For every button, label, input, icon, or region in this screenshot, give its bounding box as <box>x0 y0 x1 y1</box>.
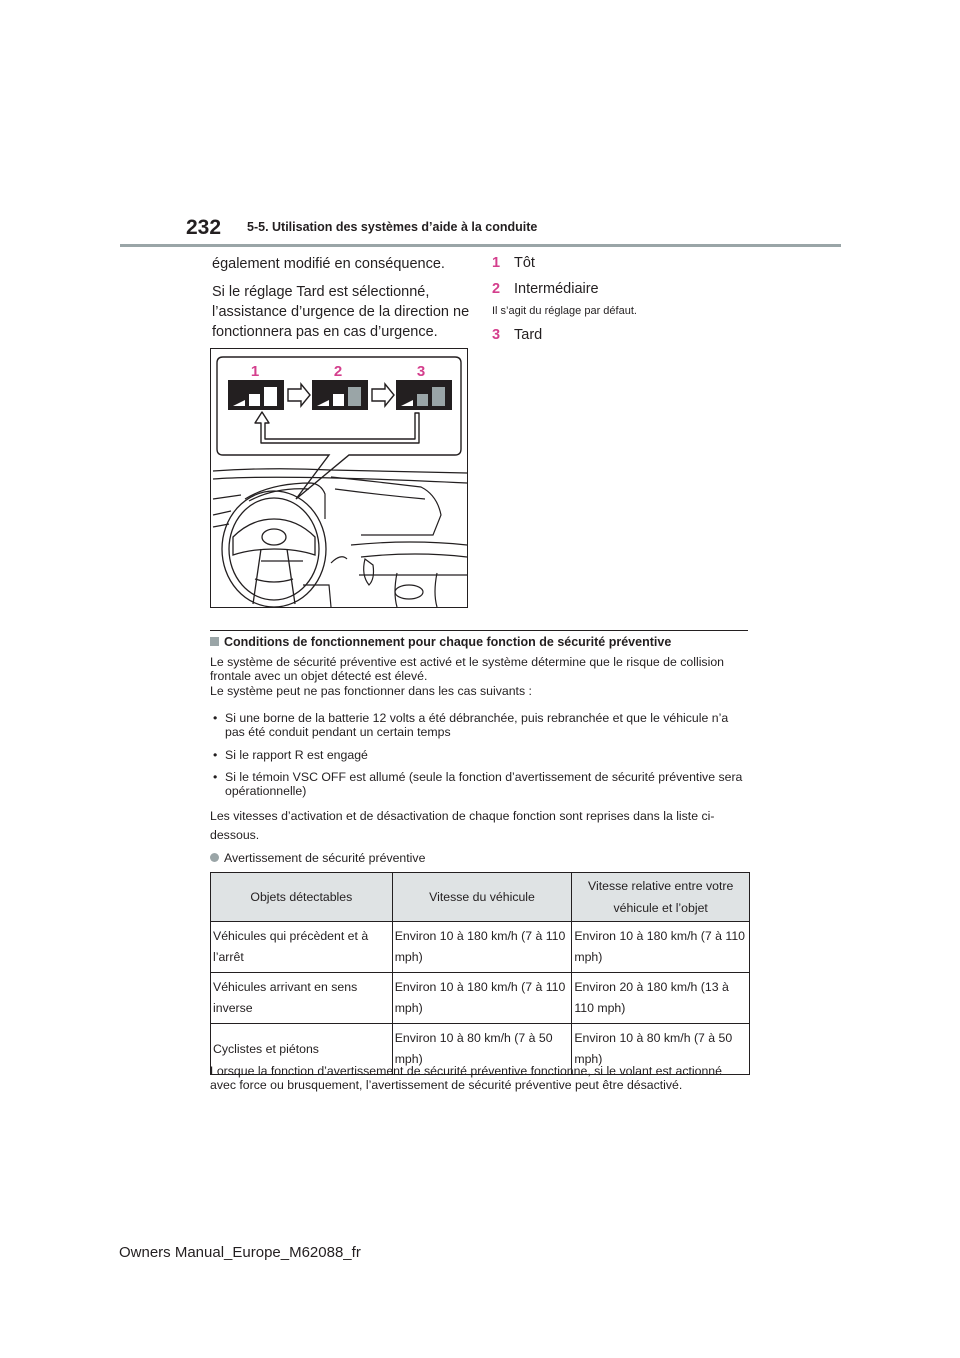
footer-doc-id: Owners Manual_Europe_M62088_fr <box>119 1244 361 1261</box>
option-label: Intermédiaire <box>514 281 599 297</box>
option-label: Tôt <box>514 255 535 271</box>
bullet-dot-icon: • <box>213 770 218 784</box>
left-column <box>212 254 474 350</box>
sensitivity-indicator-intermediate-icon <box>312 380 368 410</box>
table-cell: Véhicules arrivant en sens inverse <box>211 973 393 1024</box>
table-cell: Environ 10 à 80 km/h (7 à 50 mph) <box>392 1024 572 1075</box>
table-cell: Environ 10 à 180 km/h (7 à 110 mph) <box>572 922 750 973</box>
option-label: Tard <box>514 327 543 343</box>
circle-bullet-icon <box>210 853 219 862</box>
dashboard-illustration-svg <box>211 349 468 608</box>
table-header: Vitesse relative entre votre véhicule et l’objet <box>572 873 750 922</box>
option-intermediate <box>492 280 752 298</box>
table-header: Objets détectables <box>211 873 393 922</box>
page-number: 232 <box>186 216 222 239</box>
table-cell: Environ 10 à 180 km/h (7 à 110 mph) <box>392 973 572 1024</box>
speed-table <box>210 872 750 1075</box>
option-number: 2 <box>492 281 501 297</box>
section-heading <box>210 635 671 649</box>
table-cell: Environ 20 à 180 km/h (13 à 110 mph) <box>572 973 750 1024</box>
table-cell: Véhicules qui précèdent et à l’arrêt <box>211 922 393 973</box>
dashboard-outline <box>213 469 467 607</box>
table-row <box>211 922 750 973</box>
figure-label-3: 3 <box>416 363 426 380</box>
chapter-title: 5-5. Utilisation des systèmes d’aide à la conduite <box>247 220 538 234</box>
steering-wheel-icon <box>222 491 326 607</box>
speeds-intro: Les vitesses d’activation et de désactivation de chaque fonction sont reprises dans la liste ci-dessous. <box>210 809 715 842</box>
paragraph-late-setting: Si le réglage Tard est sélectionné, l’assistance d’urgence de la direction ne fonctionnera pas en cas d’urgence. <box>212 284 470 340</box>
table-cell: Cyclistes et piétons <box>211 1024 393 1075</box>
header-rule <box>120 244 841 247</box>
option-early <box>492 254 752 272</box>
table-cell: Environ 10 à 80 km/h (7 à 50 mph) <box>572 1024 750 1075</box>
condition-bullet <box>210 770 750 798</box>
figure-label-2: 2 <box>333 363 343 380</box>
sensitivity-indicator-late-icon <box>396 380 452 410</box>
condition-bullet <box>210 711 750 739</box>
option-number: 3 <box>492 327 501 343</box>
figure-label-1: 1 <box>250 363 260 380</box>
square-bullet-icon <box>210 637 219 646</box>
sub-heading-text: Avertissement de sécurité préventive <box>224 851 426 865</box>
table-cell: Environ 10 à 180 km/h (7 à 110 mph) <box>392 922 572 973</box>
section-heading-text: Conditions de fonctionnement pour chaque fonction de sécurité préventive <box>224 635 672 649</box>
condition-text: Si le témoin VSC OFF est allumé (seule la fonction d’avertissement de sécurité préventive sera opérationnelle) <box>225 770 743 798</box>
bullet-dot-icon: • <box>213 748 218 762</box>
paragraph-modified: également modifié en conséquence. <box>212 256 445 272</box>
table-row <box>211 973 750 1024</box>
bullet-dot-icon: • <box>213 711 218 725</box>
table-header-row <box>211 873 750 922</box>
section-rule <box>210 630 748 631</box>
default-setting-note: Il s’agit du réglage par défaut. <box>492 305 637 317</box>
condition-text: Si une borne de la batterie 12 volts a été débranchée, puis rebranchée et que le véhicule n’a pas été conduit pendant un certain temps <box>225 711 729 739</box>
option-late <box>492 326 752 344</box>
sub-heading <box>210 851 750 865</box>
option-number: 1 <box>492 255 501 271</box>
intro-paragraph: Le système de sécurité préventive est activé et le système détermine que le risque de collision frontale avec un objet détecté est élevé. <box>210 655 724 683</box>
closing-paragraph: Lorsque la fonction d’avertissement de sécurité préventive fonctionne, si le volant est actionné avec force ou brusquement, l’avertissement de sécurité préventive peut être désactivé. <box>210 1064 722 1092</box>
sensitivity-indicator-early-icon <box>228 380 284 410</box>
intro-paragraph-2: Le système peut ne pas fonctionner dans les cas suivants : <box>210 684 532 698</box>
option-list <box>492 254 752 352</box>
dashboard-illustration <box>210 348 468 608</box>
table-header: Vitesse du véhicule <box>392 873 572 922</box>
condition-bullet <box>210 748 750 762</box>
condition-text: Si le rapport R est engagé <box>225 748 368 762</box>
